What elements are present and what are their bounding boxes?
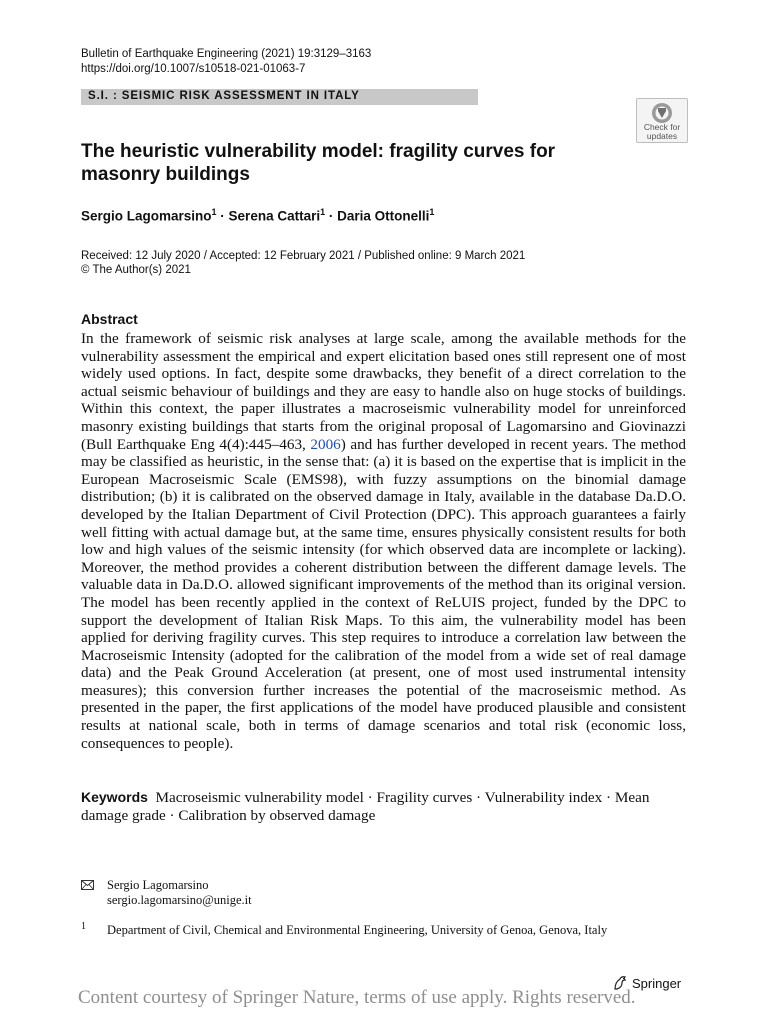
author-list	[81, 207, 434, 224]
check-updates-icon	[651, 102, 673, 124]
reference-link-2006[interactable]: 2006	[310, 435, 341, 453]
author-name[interactable]: Serena Cattari	[228, 208, 321, 224]
courtesy-notice: Content courtesy of Springer Nature, terms of use apply. Rights reserved.	[78, 987, 636, 1008]
keywords-list: Macroseismic vulnerability model · Fragility curves · Vulnerability index · Mean damage grade · Calibration by observed damage	[81, 789, 650, 824]
publication-dates: Received: 12 July 2020 / Accepted: 12 February 2021 / Published online: 9 March 2021	[81, 250, 526, 262]
author-name[interactable]: Daria Ottonelli	[337, 208, 430, 224]
corresponding-author-name: Sergio Lagomarsino	[107, 878, 209, 892]
corresponding-author-email[interactable]: sergio.lagomarsino@unige.it	[107, 893, 252, 907]
abstract-text	[81, 330, 686, 752]
check-for-updates-badge[interactable]	[636, 98, 688, 143]
author-separator: ·	[325, 208, 338, 224]
envelope-icon	[81, 880, 94, 890]
author-affiliation-mark: 1	[211, 207, 217, 217]
paper-title: The heuristic vulnerability model: fragility curves for masonry buildings	[81, 141, 556, 185]
author-affiliation-mark: 1	[320, 207, 326, 217]
publisher-name: Springer	[632, 976, 682, 991]
check-updates-label: Check for updates	[643, 122, 681, 141]
abstract-heading: Abstract	[81, 311, 138, 327]
copyright-notice: © The Author(s) 2021	[81, 264, 191, 276]
journal-citation: Bulletin of Earthquake Engineering (2021) 19:3129–3163	[81, 48, 372, 60]
keywords-block	[81, 789, 686, 824]
affiliation-number: 1	[81, 921, 86, 932]
abstract-text-part1: In the framework of seismic risk analyses at large scale, among the available methods for the vulnerability assessment the empirical and expert elicitation based ones still represent one of most widely used options. In fact, despite some drawbacks, they benefit of a direct correlation to the actual seismic behaviour of buildings and they are easy to handle also on huge stocks of buildings. Within this context, the paper illustrates a macroseismic vulnerability model for unreinforced masonry existing buildings that starts from the original proposal of Lagomarsino and Giovinazzi (Bull Earthquake Eng 4(4):445–463,	[81, 330, 686, 453]
doi-link[interactable]: https://doi.org/10.1007/s10518-021-01063-7	[81, 63, 306, 75]
section-bar	[81, 89, 478, 105]
affiliation-text: Department of Civil, Chemical and Environmental Engineering, University of Genoa, Genova, Italy	[107, 923, 608, 937]
author-affiliation-mark: 1	[429, 207, 435, 217]
abstract-text-part2: ) and has further developed in recent years. The method may be classified as heuristic, in the sense that: (a) it is based on the expertise that is implicit in the European Macroseismic Scale (EMS98), with fuzzy assumptions on the binomial damage distribution; (b) it is calibrated on the observed damage in Italy, available in the database Da.D.O. developed by the Italian Department of Civil Protection (DPC). This approach guarantees a fairly well fitting with actual damage but, at the same time, ensures physically consistent results for both low and high values of the seismic intensity (for which observed data are incomplete or lacking). Moreover, the method provides a coherent distribution between the different damage levels. The valuable data in Da.D.O. allowed significant improvements of the method than its original version. The model has been recently applied in the context of ReLUIS project, funded by the DPC to support the development of Italian Risk Maps. To this aim, the vulnerability model has been applied for deriving fragility curves. This step requires to introduce a correlation law between the Macroseismic Intensity (adopted for the calibration of the model from a wide set of real damage data) and the Peak Ground Acceleration (at present, one of most used instrumental intensity measures); this conversion further increases the potential of the macroseismic method. As presented in the paper, the first applications of the model have produced plausible and consistent results at national scale, both in terms of damage scenarios and total risk (economic loss, consequences to people).	[81, 435, 686, 752]
keywords-label: Keywords	[81, 789, 148, 805]
section-label: S.I. : SEISMIC RISK ASSESSMENT IN ITALY	[88, 90, 360, 102]
author-separator: ·	[216, 208, 229, 224]
author-name[interactable]: Sergio Lagomarsino	[81, 208, 212, 224]
